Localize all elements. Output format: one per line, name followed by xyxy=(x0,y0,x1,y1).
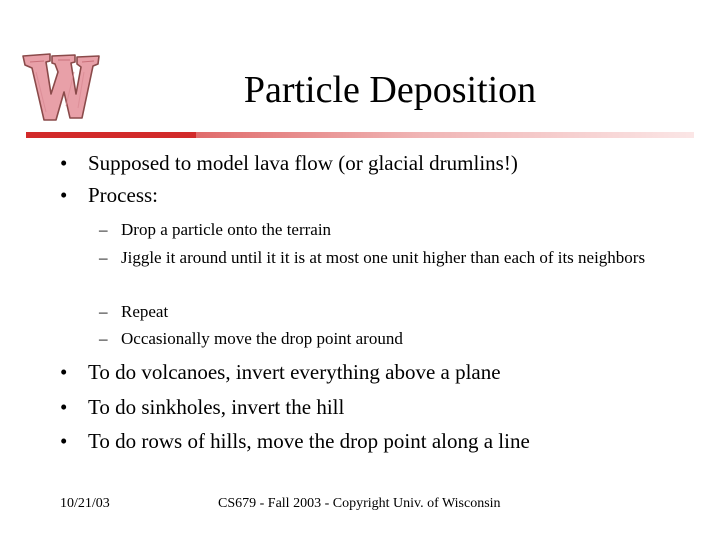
sub-bullet-text: Repeat xyxy=(121,302,169,321)
sub-bullet-text: Drop a particle onto the terrain xyxy=(121,220,332,239)
sub-bullet-item xyxy=(99,327,659,351)
bullet-symbol: • xyxy=(60,360,68,384)
bullet-item xyxy=(60,182,158,208)
dash-symbol: – xyxy=(99,220,108,239)
sub-bullet-text: Jiggle it around until it it is at most one unit higher than each of its neighbors xyxy=(121,248,646,267)
sub-bullet-item xyxy=(99,300,659,324)
sub-bullet-text: Occasionally move the drop point around xyxy=(121,329,403,348)
sub-bullet-item xyxy=(99,246,659,270)
slide-title: Particle Deposition xyxy=(243,69,537,111)
bullet-item xyxy=(60,394,344,420)
dash-symbol: – xyxy=(99,302,108,321)
bullet-symbol: • xyxy=(60,395,68,419)
bullet-item xyxy=(60,359,501,385)
bullet-text: To do volcanoes, invert everything above a plane xyxy=(88,360,501,384)
bullet-item xyxy=(60,428,530,454)
bullet-text: Supposed to model lava flow (or glacial drumlins!) xyxy=(88,151,518,175)
bullet-text: Process: xyxy=(88,183,158,207)
bullet-text: To do rows of hills, move the drop point along a line xyxy=(88,429,530,453)
bullet-symbol: • xyxy=(60,183,68,207)
bullet-item xyxy=(60,150,518,176)
footer-copyright: CS679 - Fall 2003 - Copyright Univ. of Wisconsin xyxy=(218,496,501,511)
bullet-text: To do sinkholes, invert the hill xyxy=(88,395,345,419)
bullet-symbol: • xyxy=(60,151,68,175)
sub-bullet-item xyxy=(99,218,659,242)
bullet-symbol: • xyxy=(60,429,68,453)
footer-date: 10/21/03 xyxy=(60,496,110,511)
dash-symbol: – xyxy=(99,329,108,348)
dash-symbol: – xyxy=(99,248,108,267)
